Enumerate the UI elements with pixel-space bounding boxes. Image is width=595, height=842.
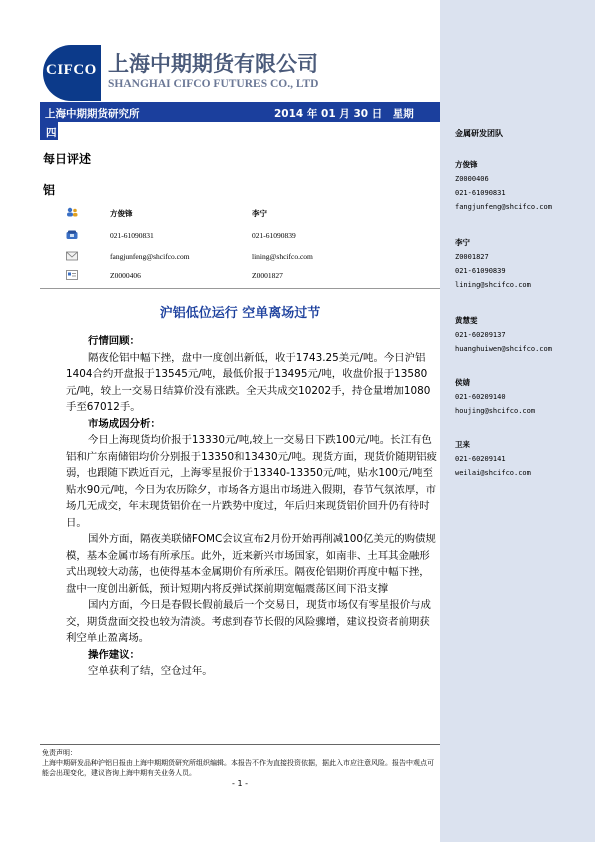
- institute-name: 上海中期期货研究所: [45, 108, 140, 120]
- analyst-name-2: 李宁: [252, 209, 267, 218]
- analyst-name-1: 方俊锋: [110, 209, 133, 218]
- member-name: 侯婧: [455, 378, 470, 387]
- category-title: 铝: [43, 183, 56, 197]
- subheading-market-analysis: 市场成因分析：: [88, 417, 161, 430]
- team-member: [455, 236, 531, 292]
- member-name: 卫来: [455, 440, 470, 449]
- member-email[interactable]: fangjunfeng@shcifco.com: [455, 203, 552, 211]
- analyst-id-1: Z0000406: [110, 271, 141, 280]
- section-title: 每日评述: [43, 152, 92, 166]
- company-name-en: SHANGHAI CIFCO FUTURES CO., LTD: [108, 78, 319, 90]
- member-id: Z0001827: [455, 253, 489, 261]
- member-email[interactable]: lining@shcifco.com: [455, 281, 531, 289]
- email-icon: [66, 251, 78, 261]
- disclaimer-title: 免责声明：: [42, 749, 77, 757]
- member-phone: 021-60209140: [455, 393, 506, 401]
- analyst-id-2: Z0001827: [252, 271, 283, 280]
- team-title: 金属研发团队: [455, 129, 503, 138]
- report-date: 2014 年 01 月 30 日 星期: [274, 108, 414, 120]
- paragraph-market-review: 隔夜伦铝中幅下挫，盘中一度创出新低，收于1743.25美元/吨。今日沪铝1404合约开盘报于13545元/吨，最低价报于13495元/吨，收盘价报于13580元/吨，较上一交易日结算价没有涨跌。全天共成交10202手，持仓量增加1080手至67012手。: [66, 351, 431, 413]
- member-name: 方俊锋: [455, 160, 478, 169]
- member-email[interactable]: weilai@shcifco.com: [455, 469, 531, 477]
- analyst-phone-1: 021-61090831: [110, 231, 154, 240]
- divider: [40, 288, 440, 289]
- subheading-market-review: 行情回顾：: [88, 335, 140, 347]
- paragraph-suggestion: 空单获利了结，空仓过年。: [88, 665, 213, 677]
- research-team-sidebar: [440, 0, 595, 842]
- team-member: [455, 314, 552, 356]
- disclaimer-text: 上海中期研发品种沪铝日报由上海中期期货研究所组织编辑。本报告不作为直接投资依据，据此入市应注意风险。报告中观点可能会出现变化，建议咨询上海中期有关业务人员。: [42, 759, 434, 777]
- page-number: - 1 -: [232, 779, 248, 788]
- member-name: 李宁: [455, 238, 470, 247]
- team-member: [455, 438, 531, 480]
- member-name: 黄慧雯: [455, 316, 478, 325]
- footer-divider: [40, 744, 440, 745]
- member-phone: 021-61090831: [455, 189, 506, 197]
- paragraph-domestic: 国内方面，今日是春假长假前最后一个交易日，现货市场仅有零星报价与成交，期货盘面交投也较为清淡。考虑到春节长假的风险骤增，建议投资者前期获利空单止盈离场。: [66, 599, 431, 644]
- report-headline: 沪铝低位运行 空单离场过节: [159, 306, 321, 321]
- analyst-email-1[interactable]: fangjunfeng@shcifco.com: [110, 252, 190, 261]
- member-id: Z0000406: [455, 175, 489, 183]
- article-body: [66, 333, 439, 680]
- person-icon: [66, 207, 78, 217]
- analyst-phone-2: 021-61090839: [252, 231, 296, 240]
- member-email[interactable]: houjing@shcifco.com: [455, 407, 536, 415]
- company-name-cn: 上海中期期货有限公司: [108, 51, 318, 76]
- paragraph-overseas: 国外方面，隔夜美联储FOMC会议宣布2月份开始再削减100亿美元的购债规模，基本金属市场有所承压。此外，近来新兴市场国家，如南非、土耳其金融形式出现较大动荡，也使得基本金属期价有所承压。隔夜伦铝期价再度中幅下挫，盘中一度创出新低，预计短期内将反弹试探前期宽幅震荡区间下沿支撑: [66, 533, 436, 595]
- member-phone: 021-61090839: [455, 267, 506, 275]
- phone-icon: [66, 230, 78, 240]
- member-phone: 021-60209141: [455, 455, 506, 463]
- subheading-suggestion: 操作建议：: [88, 648, 140, 661]
- member-email[interactable]: huanghuiwen@shcifco.com: [455, 345, 552, 353]
- paragraph-spot-market: 今日上海现货均价报于13330元/吨,较上一交易日下跌100元/吨。长江有色铝和广东南储铝均价分别报于13350和13430元/吨。现货方面，现货价随期铝疲弱，也跟随下跌近百元，上海零星报价于13340-13350元/吨，贴水100元/吨至贴水90元/吨，今日为农历除夕，市场各方退出市场进入假期，春节气氛浓厚，市场几无成交，年末现货铝价在一片跌势中度过，年后归来现货铝价回升仍有待时日。: [66, 434, 437, 529]
- id-card-icon: [66, 270, 78, 280]
- logo-text: CIFCO: [46, 62, 97, 78]
- team-member: [455, 158, 552, 214]
- report-weekday: 四: [46, 127, 57, 139]
- analyst-email-2[interactable]: lining@shcifco.com: [252, 252, 313, 261]
- member-phone: 021-60209137: [455, 331, 506, 339]
- team-member: [455, 376, 535, 418]
